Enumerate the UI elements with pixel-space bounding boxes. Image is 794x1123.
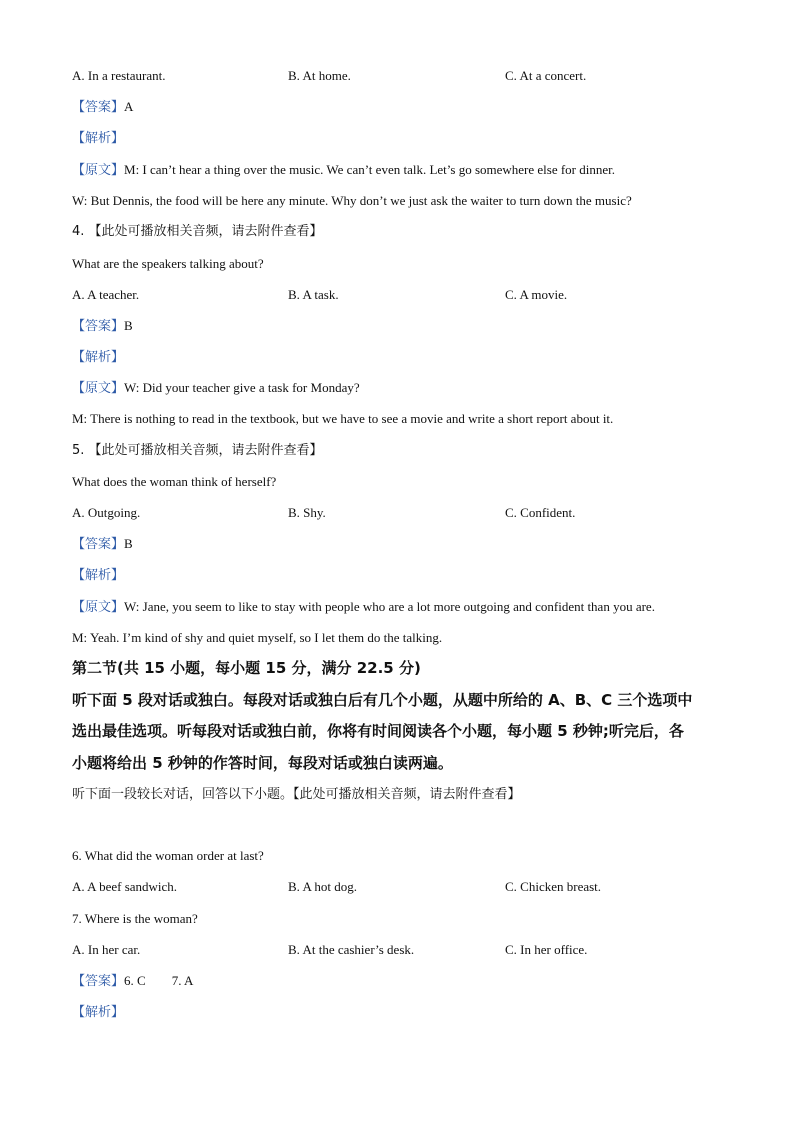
transcript-line: W: Jane, you seem to like to stay with people who are a lot more outgoing and confident than you are. <box>124 599 655 614</box>
q5-transcript-2: M: Yeah. I’m kind of shy and quiet myself, so I let them do the talking. <box>72 630 443 645</box>
transcript-line: M: I can’t hear a thing over the music. We can’t even talk. Let’s go somewhere else for dinner. <box>124 162 616 177</box>
q3-answer <box>72 98 133 117</box>
section2-instruction-2: 选出最佳选项。听每段对话或独白前，你将有时间阅读各个小题，每小题 5 秒钟;听完后，各 <box>72 722 684 740</box>
answer-value: A <box>124 99 134 114</box>
q4-transcript-2: M: There is nothing to read in the textbook, but we have to see a movie and write a short report about it. <box>72 411 614 426</box>
section2-title: 第二节(共 15 小题，每小题 15 分，满分 22.5 分) <box>72 659 421 677</box>
answer-tag: 【答案】 <box>72 537 125 552</box>
q7-question: 7. Where is the woman? <box>72 911 198 926</box>
answer-7: 7. A <box>171 973 194 988</box>
analysis-tag: 【解析】 <box>72 350 125 365</box>
answer-6: 6. C <box>124 973 146 988</box>
q67-answer <box>72 972 193 991</box>
q67-analysis <box>72 1003 124 1022</box>
q4-analysis <box>72 348 124 367</box>
q3-analysis <box>72 129 124 148</box>
q5-header: 5. 【此处可播放相关音频，请去附件查看】 <box>72 443 323 458</box>
q4-answer <box>72 317 133 336</box>
answer-tag: 【答案】 <box>72 974 125 989</box>
analysis-tag: 【解析】 <box>72 568 125 583</box>
q3-transcript-1 <box>72 161 615 180</box>
q7-option-c: C. In her office. <box>505 942 588 957</box>
q4-option-b: B. A task. <box>288 287 339 302</box>
q3-option-b: B. At home. <box>288 68 351 83</box>
transcript-tag: 【原文】 <box>72 163 125 178</box>
q5-option-c: C. Confident. <box>505 505 576 520</box>
q3-transcript-2: W: But Dennis, the food will be here any minute. Why don’t we just ask the waiter to turn down the music? <box>72 193 632 208</box>
q6-option-c: C. Chicken breast. <box>505 879 602 894</box>
answer-value: B <box>124 536 133 551</box>
q6-option-a: A. A beef sandwich. <box>72 879 178 894</box>
transcript-tag: 【原文】 <box>72 600 125 615</box>
q5-answer <box>72 535 133 554</box>
q5-question: What does the woman think of herself? <box>72 474 277 489</box>
analysis-tag: 【解析】 <box>72 131 125 146</box>
transcript-tag: 【原文】 <box>72 381 125 396</box>
q5-analysis <box>72 566 124 585</box>
section2-instruction-3: 小题将给出 5 秒钟的作答时间，每段对话或独白读两遍。 <box>72 754 453 772</box>
q3-option-c: C. At a concert. <box>505 68 587 83</box>
section2-prompt: 听下面一段较长对话，回答以下小题。【此处可播放相关音频，请去附件查看】 <box>72 787 521 802</box>
answer-tag: 【答案】 <box>72 100 125 115</box>
q5-transcript-1 <box>72 598 655 617</box>
answer-value: B <box>124 318 133 333</box>
answer-tag: 【答案】 <box>72 319 125 334</box>
q4-option-c: C. A movie. <box>505 287 568 302</box>
q6-question: 6. What did the woman order at last? <box>72 848 264 863</box>
transcript-line: W: Did your teacher give a task for Monday? <box>124 380 360 395</box>
q7-option-b: B. At the cashier’s desk. <box>288 942 415 957</box>
q5-option-a: A. Outgoing. <box>72 505 141 520</box>
q6-option-b: B. A hot dog. <box>288 879 357 894</box>
q4-question: What are the speakers talking about? <box>72 256 264 271</box>
q4-option-a: A. A teacher. <box>72 287 140 302</box>
analysis-tag: 【解析】 <box>72 1005 125 1020</box>
q4-transcript-1 <box>72 379 360 398</box>
q4-header: 4. 【此处可播放相关音频，请去附件查看】 <box>72 224 323 239</box>
q5-option-b: B. Shy. <box>288 505 326 520</box>
q3-option-a: A. In a restaurant. <box>72 68 166 83</box>
section2-instruction-1: 听下面 5 段对话或独白。每段对话或独白后有几个小题，从题中所给的 A、B、C 三个选项中 <box>72 691 693 709</box>
q7-option-a: A. In her car. <box>72 942 141 957</box>
